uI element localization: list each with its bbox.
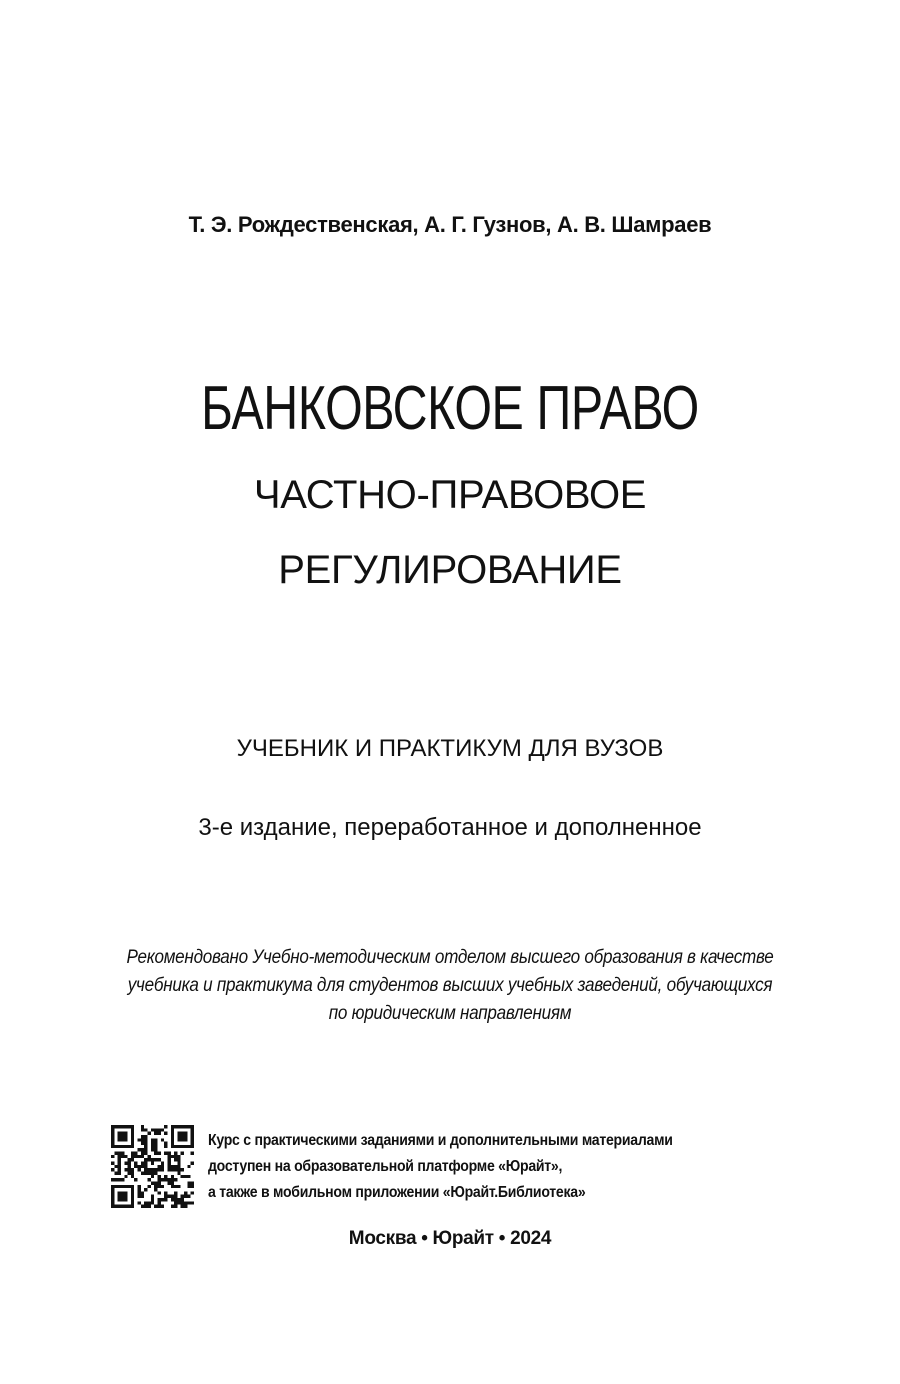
- authors: Т. Э. Рождественская, А. Г. Гузнов, А. В. Шамраев: [188, 212, 712, 237]
- course-info: [208, 1128, 736, 1206]
- qr-code-icon[interactable]: [111, 1125, 194, 1208]
- edition-note: 3-е издание, переработанное и дополненное: [198, 814, 702, 841]
- course-info-line-3: а также в мобильном приложении «Юрайт.Библиотека»: [208, 1184, 586, 1201]
- recommendation-line-3: по юридическим направлениям: [328, 1003, 572, 1024]
- book-subtitle-line-1: ЧАСТНО-ПРАВОВОЕ: [253, 473, 647, 517]
- book-subtitle-line-2: РЕГУЛИРОВАНИЕ: [278, 548, 622, 592]
- recommendation-line-1: Рекомендовано Учебно-методическим отделом высшего образования в качестве: [126, 947, 774, 968]
- imprint: Москва • Юрайт • 2024: [348, 1228, 552, 1249]
- book-type: УЧЕБНИК И ПРАКТИКУМ ДЛЯ ВУЗОВ: [236, 735, 664, 762]
- course-info-line-1: Курс с практическими заданиями и дополнительными материалами: [208, 1132, 673, 1149]
- course-info-line-2: доступен на образовательной платформе «Юрайт»,: [208, 1158, 563, 1175]
- recommendation-note: [126, 944, 774, 1028]
- book-title: БАНКОВСКОЕ ПРАВО: [201, 374, 699, 443]
- recommendation-line-2: учебника и практикума для студентов высших учебных заведений, обучающихся: [127, 975, 773, 996]
